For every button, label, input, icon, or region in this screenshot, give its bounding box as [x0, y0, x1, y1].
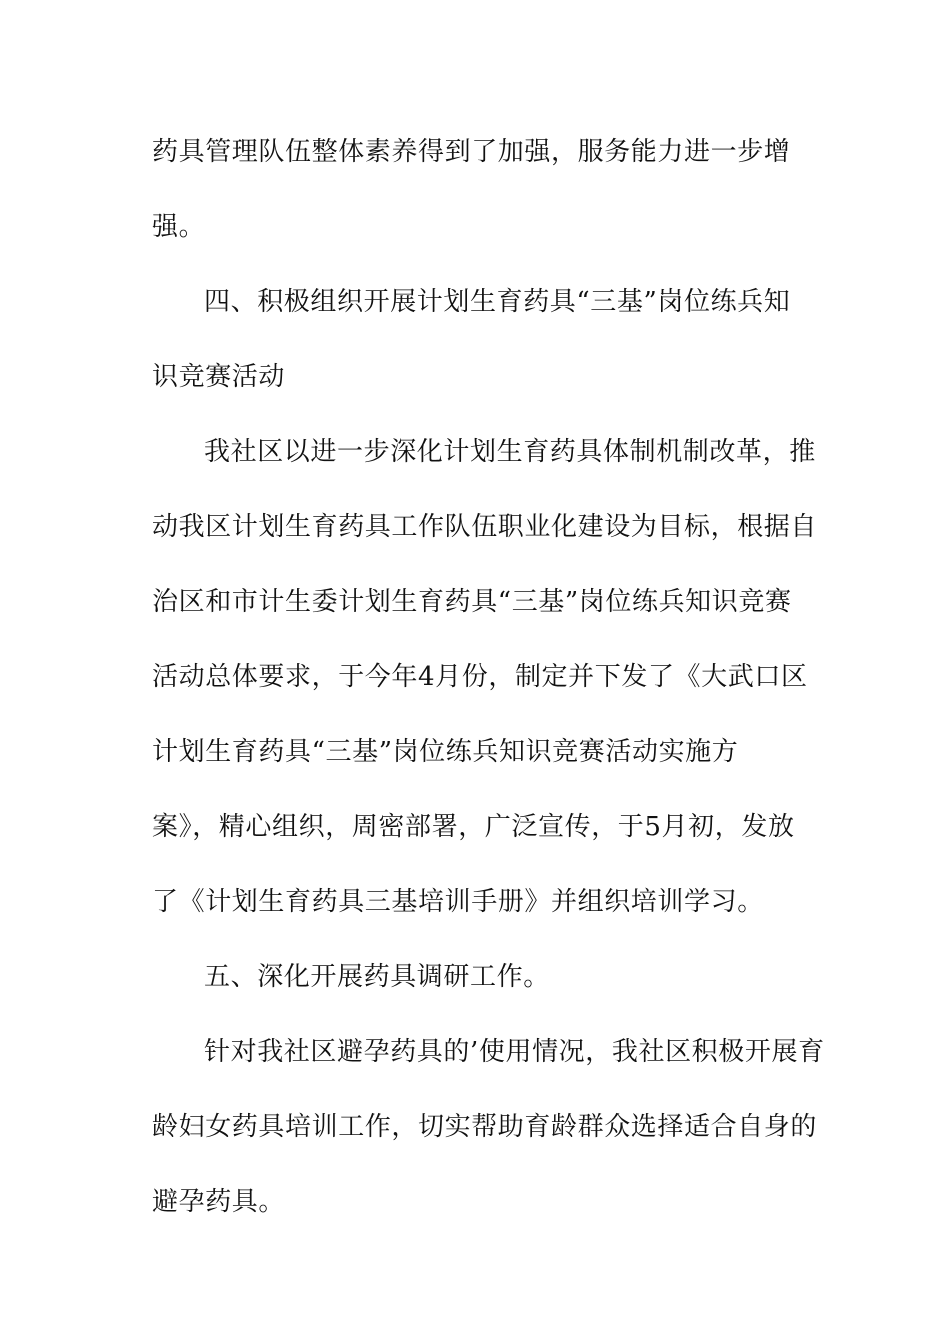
text-line: 了《计划生育药具三基培训手册》并组织培训学习。 [152, 887, 764, 917]
text-line: 计划生育药具“三基”岗位练兵知识竞赛活动实施方 [152, 737, 739, 767]
text-line: 案》，精心组织，周密部署，广泛宣传，于5月初，发放 [152, 812, 795, 842]
text-line: 药具管理队伍整体素养得到了加强，服务能力进一步增 [152, 137, 791, 167]
text-line: 动我区计划生育药具工作队伍职业化建设为目标，根据自 [152, 512, 818, 542]
section-heading: 五、深化开展药具调研工作。 [204, 962, 550, 992]
text-line: 治区和市计生委计划生育药具“三基”岗位练兵知识竞赛 [152, 587, 792, 617]
text-line: 强。 [152, 212, 206, 242]
text-line: 活动总体要求，于今年4月份，制定并下发了《大武口区 [152, 662, 808, 692]
text-line: 我社区以进一步深化计划生育药具体制机制改革，推 [204, 437, 816, 467]
text-line: 针对我社区避孕药具的’使用情况，我社区积极开展育 [204, 1037, 825, 1067]
section-heading: 识竞赛活动 [152, 362, 286, 392]
text-line: 龄妇女药具培训工作，切实帮助育龄群众选择适合自身的 [152, 1112, 818, 1142]
section-heading: 四、积极组织开展计划生育药具“三基”岗位练兵知 [204, 287, 791, 317]
text-line: 避孕药具。 [152, 1187, 286, 1217]
